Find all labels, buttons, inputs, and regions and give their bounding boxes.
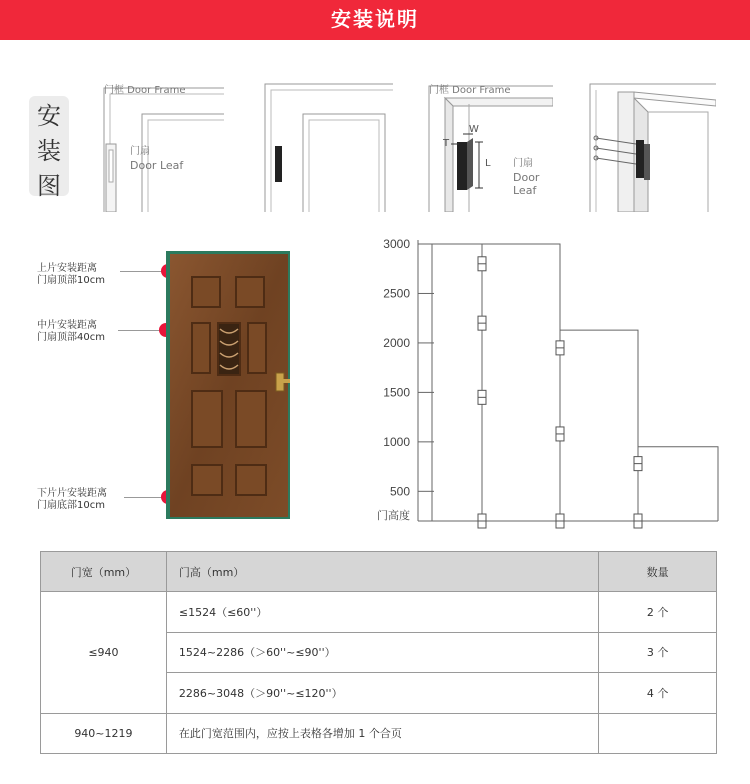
door-outline <box>638 447 718 521</box>
y-tick-label: 3000 <box>383 237 410 251</box>
step-1-leaf-label-en: Door Leaf <box>130 159 184 172</box>
callout-middle-line1: 中片安装距离 <box>37 320 97 331</box>
cell-height: 2286~3048（＞90''~≤120''） <box>166 673 598 714</box>
step-2-illustration <box>263 82 393 212</box>
callout-top-hinge <box>37 263 105 287</box>
callout-bottom-line2: 门扇底部10cm <box>37 500 105 511</box>
step-1-leaf-label-cn: 门扇 <box>130 146 150 157</box>
cell-height: ≤1524（≤60''） <box>166 592 598 633</box>
side-label-char-3: 图 <box>37 172 61 200</box>
step-3-dim-w: W <box>469 124 479 135</box>
step-3-illustration <box>425 82 553 212</box>
callout-middle-line2: 门扇顶部40cm <box>37 332 105 343</box>
step-3-leaf-label-cn: 门扇 <box>513 158 533 169</box>
table-row <box>41 713 717 754</box>
step-1-frame-label: 门框 Door Frame <box>104 85 186 96</box>
cell-width-extra: 940~1219 <box>41 713 167 754</box>
hinge-count-diagram <box>360 234 730 539</box>
callout-bottom-hinge <box>37 488 107 512</box>
step-3-dim-l: L <box>485 158 491 169</box>
header-quantity: 数量 <box>599 552 717 592</box>
install-step-2 <box>263 82 393 212</box>
hinge-spec-table <box>40 551 717 754</box>
cell-count: 3 个 <box>599 632 717 673</box>
door-outline <box>432 244 560 521</box>
cell-count-empty <box>599 713 717 754</box>
install-step-4 <box>588 82 716 212</box>
cell-count: 4 个 <box>599 673 717 714</box>
step-3-frame-label: 门框 Door Frame <box>429 85 511 96</box>
y-tick-label: 2500 <box>383 286 410 301</box>
callout-top-leader <box>120 271 162 272</box>
callout-bottom-leader <box>124 497 162 498</box>
door-photo <box>166 251 290 519</box>
header-door-width: 门宽（mm） <box>41 552 167 592</box>
y-tick-label: 1000 <box>383 434 410 449</box>
step-3-leaf-label-en-2: Leaf <box>513 184 537 197</box>
step-4-illustration <box>588 82 716 212</box>
step-3-leaf-label-en-1: Door <box>513 171 540 184</box>
install-diagram-label <box>29 96 69 200</box>
install-step-1 <box>96 82 226 212</box>
callout-middle-leader <box>118 330 160 331</box>
hinge-diagram-svg <box>360 234 730 534</box>
cell-count: 2 个 <box>599 592 717 633</box>
install-step-3 <box>425 82 553 212</box>
callout-top-line1: 上片安装距离 <box>37 263 97 274</box>
y-tick-label: 1500 <box>383 385 410 400</box>
callout-bottom-line1: 下片片安装距离 <box>37 488 107 499</box>
side-label-char-1: 安 <box>37 102 61 130</box>
page-title: 安装说明 <box>331 9 419 31</box>
side-label-char-2: 装 <box>37 137 61 165</box>
header-door-height: 门高（mm） <box>166 552 598 592</box>
table-header-row <box>41 552 717 592</box>
door-outline <box>560 330 638 521</box>
table-row <box>41 592 717 633</box>
y-tick-label: 500 <box>389 484 410 499</box>
y-axis-label: 门高度 <box>377 509 410 522</box>
cell-height: 1524~2286（＞60''~≤90''） <box>166 632 598 673</box>
step-1-illustration <box>96 82 226 212</box>
cell-width-group: ≤940 <box>41 592 167 714</box>
callout-middle-hinge <box>37 320 105 344</box>
step-3-dim-t: T <box>443 138 450 149</box>
callout-top-line2: 门扇顶部10cm <box>37 275 105 286</box>
y-tick-label: 2000 <box>383 335 410 350</box>
cell-extra-note: 在此门宽范围内，应按上表格各增加 1 个合页 <box>166 713 598 754</box>
